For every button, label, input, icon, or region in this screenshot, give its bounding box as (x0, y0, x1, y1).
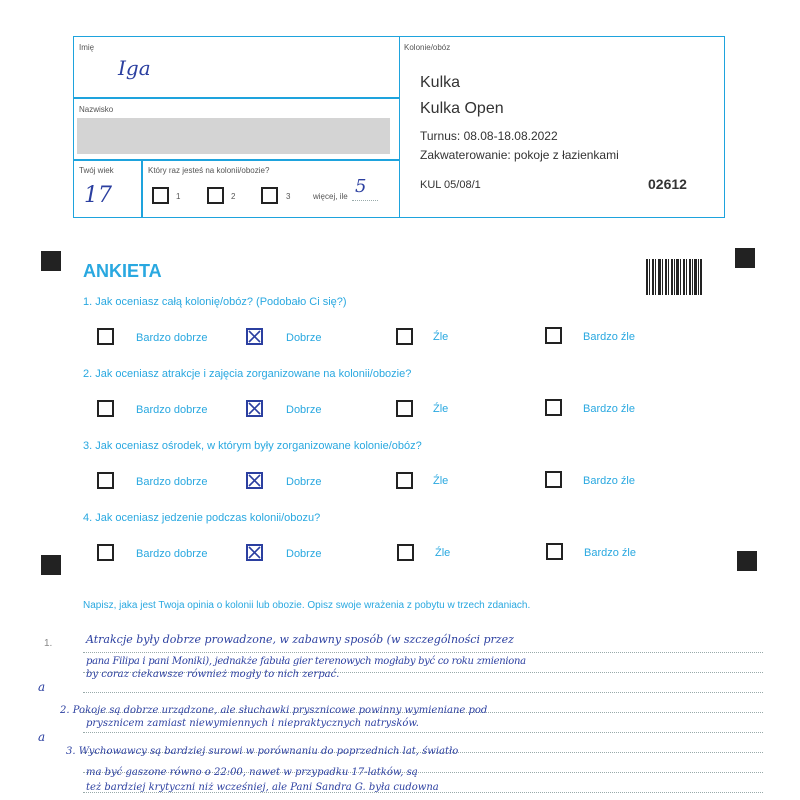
camp-code: KUL 05/08/1 (420, 179, 481, 191)
question-2: 2. Jak oceniasz atrakcje i zajęcia zorganizowane na kolonii/obozie? (83, 368, 412, 380)
q2-dobrze-label: Dobrze (286, 404, 322, 416)
question-4: 4. Jak oceniasz jedzenie podczas kolonii/obozu? (83, 512, 321, 524)
q1-dobrze-label: Dobrze (286, 332, 322, 344)
q2-bardzo-zle-checkbox[interactable] (545, 399, 562, 416)
imie-label: Imię (79, 43, 95, 52)
q2-zle-checkbox[interactable] (396, 400, 413, 417)
raz-2-label: 2 (231, 192, 236, 201)
answer-line-5 (83, 732, 763, 733)
q3-bardzo-dobrze-label: Bardzo dobrze (136, 476, 208, 488)
q4-dobrze-checkbox[interactable] (246, 544, 263, 561)
camp-full-name: Kulka Open (420, 100, 504, 117)
registration-marker-tr (735, 248, 755, 268)
q2-zle-label: Źle (433, 403, 449, 415)
registration-marker-ml (41, 555, 61, 575)
q1-zle-label: Źle (433, 331, 449, 343)
q4-bardzo-zle-checkbox[interactable] (546, 543, 563, 560)
nazwisko-redacted (77, 118, 390, 154)
q4-bardzo-dobrze-checkbox[interactable] (97, 544, 114, 561)
q2-bardzo-dobrze-checkbox[interactable] (97, 400, 114, 417)
wiek-value: 17 (84, 183, 112, 208)
zakwaterowanie: Zakwaterowanie: pokoje z łazienkami (420, 148, 619, 162)
registration-marker-tl (41, 251, 61, 271)
q3-bardzo-zle-label: Bardzo źle (583, 475, 635, 487)
registration-marker-mr (737, 551, 757, 571)
raz-2-checkbox[interactable] (207, 187, 224, 204)
wiecej-label: więcej, ile (313, 192, 348, 201)
q1-bardzo-zle-label: Bardzo źle (583, 331, 635, 343)
answer-line-3 (83, 692, 763, 693)
q3-zle-checkbox[interactable] (396, 472, 413, 489)
opinion-prompt: Napisz, jaka jest Twoja opinia o kolonii lub obozie. Opisz swoje wrażenia z pobytu w trzech zdaniach. (83, 600, 531, 611)
q3-bardzo-zle-checkbox[interactable] (545, 471, 562, 488)
question-3: 3. Jak oceniasz ośrodek, w którym były zorganizowane kolonie/obóz? (83, 440, 422, 452)
wiek-label: Twój wiek (79, 166, 114, 175)
q2-dobrze-checkbox[interactable] (246, 400, 263, 417)
ktory-raz-label: Który raz jesteś na kolonii/obozie? (148, 166, 270, 175)
barcode (646, 259, 702, 295)
survey-title: ANKIETA (83, 261, 162, 281)
handwritten-line-3: by coraz ciekawsze również mogły to nich zerpać. (86, 669, 340, 680)
q3-dobrze-label: Dobrze (286, 476, 322, 488)
wiecej-line (352, 200, 378, 201)
handwritten-line-4: 2. Pokoje są dobrze urządzone, ale słuchawki prysznicowe powinny wymieniane pod (60, 705, 488, 716)
q3-bardzo-dobrze-checkbox[interactable] (97, 472, 114, 489)
q2-bardzo-dobrze-label: Bardzo dobrze (136, 404, 208, 416)
handwritten-line-6: 3. Wychowawcy są bardziej surowi w porównaniu do poprzednich lat, światło (66, 746, 459, 757)
raz-1-checkbox[interactable] (152, 187, 169, 204)
turnus: Turnus: 08.08-18.08.2022 (420, 129, 558, 143)
check-x-icon (246, 472, 263, 489)
raz-3-checkbox[interactable] (261, 187, 278, 204)
opinion-line-number: 1. (44, 638, 53, 649)
q3-zle-label: Źle (433, 475, 449, 487)
imie-value: Iga (118, 56, 151, 80)
raz-3-label: 3 (286, 192, 291, 201)
kolonie-label: Kolonie/obóz (404, 43, 451, 52)
handwritten-line-8: też bardziej krytyczni niż wcześniej, ale Pani Sandra G. była cudowna (86, 782, 439, 793)
q1-dobrze-checkbox[interactable] (246, 328, 263, 345)
check-x-icon (246, 544, 263, 561)
handwritten-line-5: prysznicem zamiast niewymiennych i niepraktycznych natrysków. (86, 718, 419, 729)
q1-bardzo-dobrze-label: Bardzo dobrze (136, 332, 208, 344)
q1-zle-checkbox[interactable] (396, 328, 413, 345)
q1-bardzo-zle-checkbox[interactable] (545, 327, 562, 344)
check-x-icon (246, 328, 263, 345)
q4-zle-checkbox[interactable] (397, 544, 414, 561)
q4-bardzo-zle-label: Bardzo źle (584, 547, 636, 559)
raz-1-label: 1 (176, 192, 181, 201)
question-1: 1. Jak oceniasz całą kolonię/obóz? (Podobało Ci się?) (83, 296, 347, 308)
margin-mark-1: a (38, 680, 46, 694)
q4-bardzo-dobrze-label: Bardzo dobrze (136, 548, 208, 560)
q1-bardzo-dobrze-checkbox[interactable] (97, 328, 114, 345)
answer-line-1 (83, 652, 763, 653)
camp-name: Kulka (420, 74, 461, 91)
margin-mark-2: a (38, 730, 46, 744)
handwritten-line-1: Atrakcje były dobrze prowadzone, w zabawny sposób (w szczególności przez (86, 633, 514, 646)
q4-zle-label: Źle (435, 547, 451, 559)
form-number: 02612 (648, 176, 687, 192)
wiecej-value: 5 (355, 176, 367, 197)
q4-dobrze-label: Dobrze (286, 548, 322, 560)
q2-bardzo-zle-label: Bardzo źle (583, 403, 635, 415)
q3-dobrze-checkbox[interactable] (246, 472, 263, 489)
handwritten-line-2: pana Filipa i pani Moniki), jednakże fabuła gier terenowych mogłaby być co roku zmieniona (86, 656, 526, 667)
check-x-icon (246, 400, 263, 417)
handwritten-line-7: ma być gaszone równo o 22:00, nawet w przypadku 17-latków, są (86, 767, 418, 778)
nazwisko-label: Nazwisko (79, 105, 114, 114)
